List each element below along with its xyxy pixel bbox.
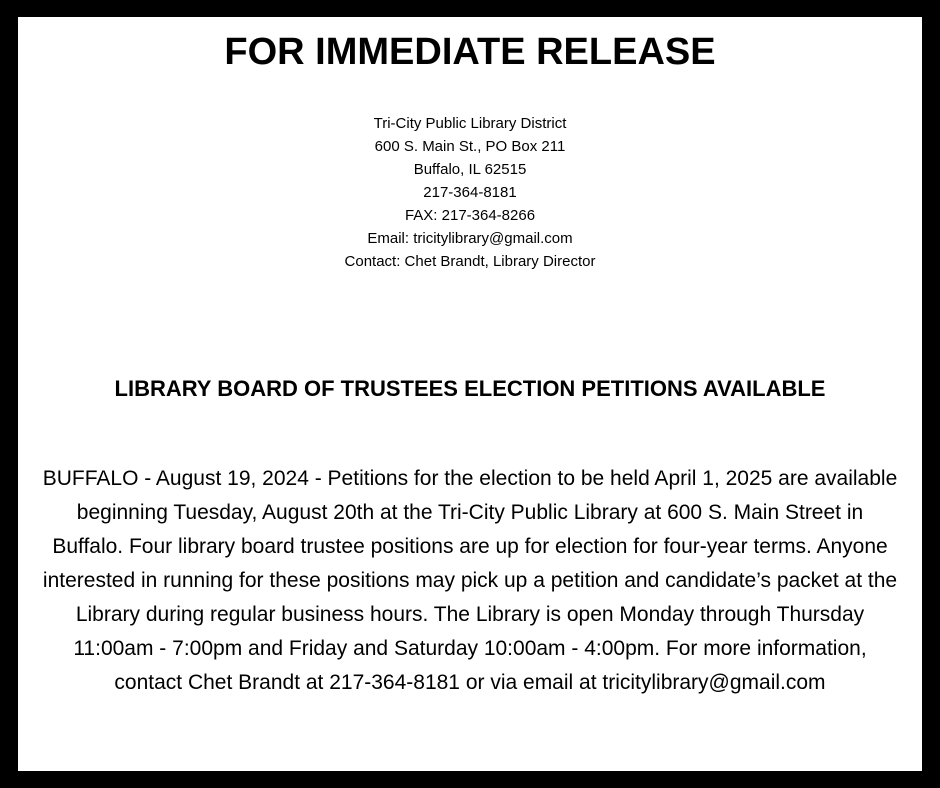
- city-state-zip: Buffalo, IL 62515: [413, 161, 527, 178]
- fax-number: FAX: 217-364-8266: [404, 207, 536, 224]
- release-heading: FOR IMMEDIATE RELEASE: [224, 31, 716, 73]
- email-address: Email: tricitylibrary@gmail.com: [367, 230, 573, 247]
- phone-number: 217-364-8181: [423, 184, 517, 201]
- contact-block: [18, 112, 922, 273]
- street-address: 600 S. Main St., PO Box 211: [374, 138, 566, 155]
- press-release-page: [18, 17, 922, 771]
- organization-name: Tri-City Public Library District: [373, 115, 567, 132]
- contact-person: Contact: Chet Brandt, Library Director: [344, 253, 596, 270]
- article-body: BUFFALO - August 19, 2024 - Petitions for the election to be held April 1, 2025 are available beginning Tuesday, August 20th at the Tri-City Public Library at 600 S. Main Street in Buffalo. Four library board trustee positions are up for election for four-year terms. Anyone interested in running for these positions may pick up a petition and candidate’s packet at the Library during regular business hours. The Library is open Monday through Thursday 11:00am - 7:00pm and Friday and Saturday 10:00am - 4:00pm. For more information, contact Chet Brandt at 217-364-8181 or via email at tricitylibrary@gmail.com: [42, 467, 898, 694]
- article-title: LIBRARY BOARD OF TRUSTEES ELECTION PETITIONS AVAILABLE: [114, 376, 826, 401]
